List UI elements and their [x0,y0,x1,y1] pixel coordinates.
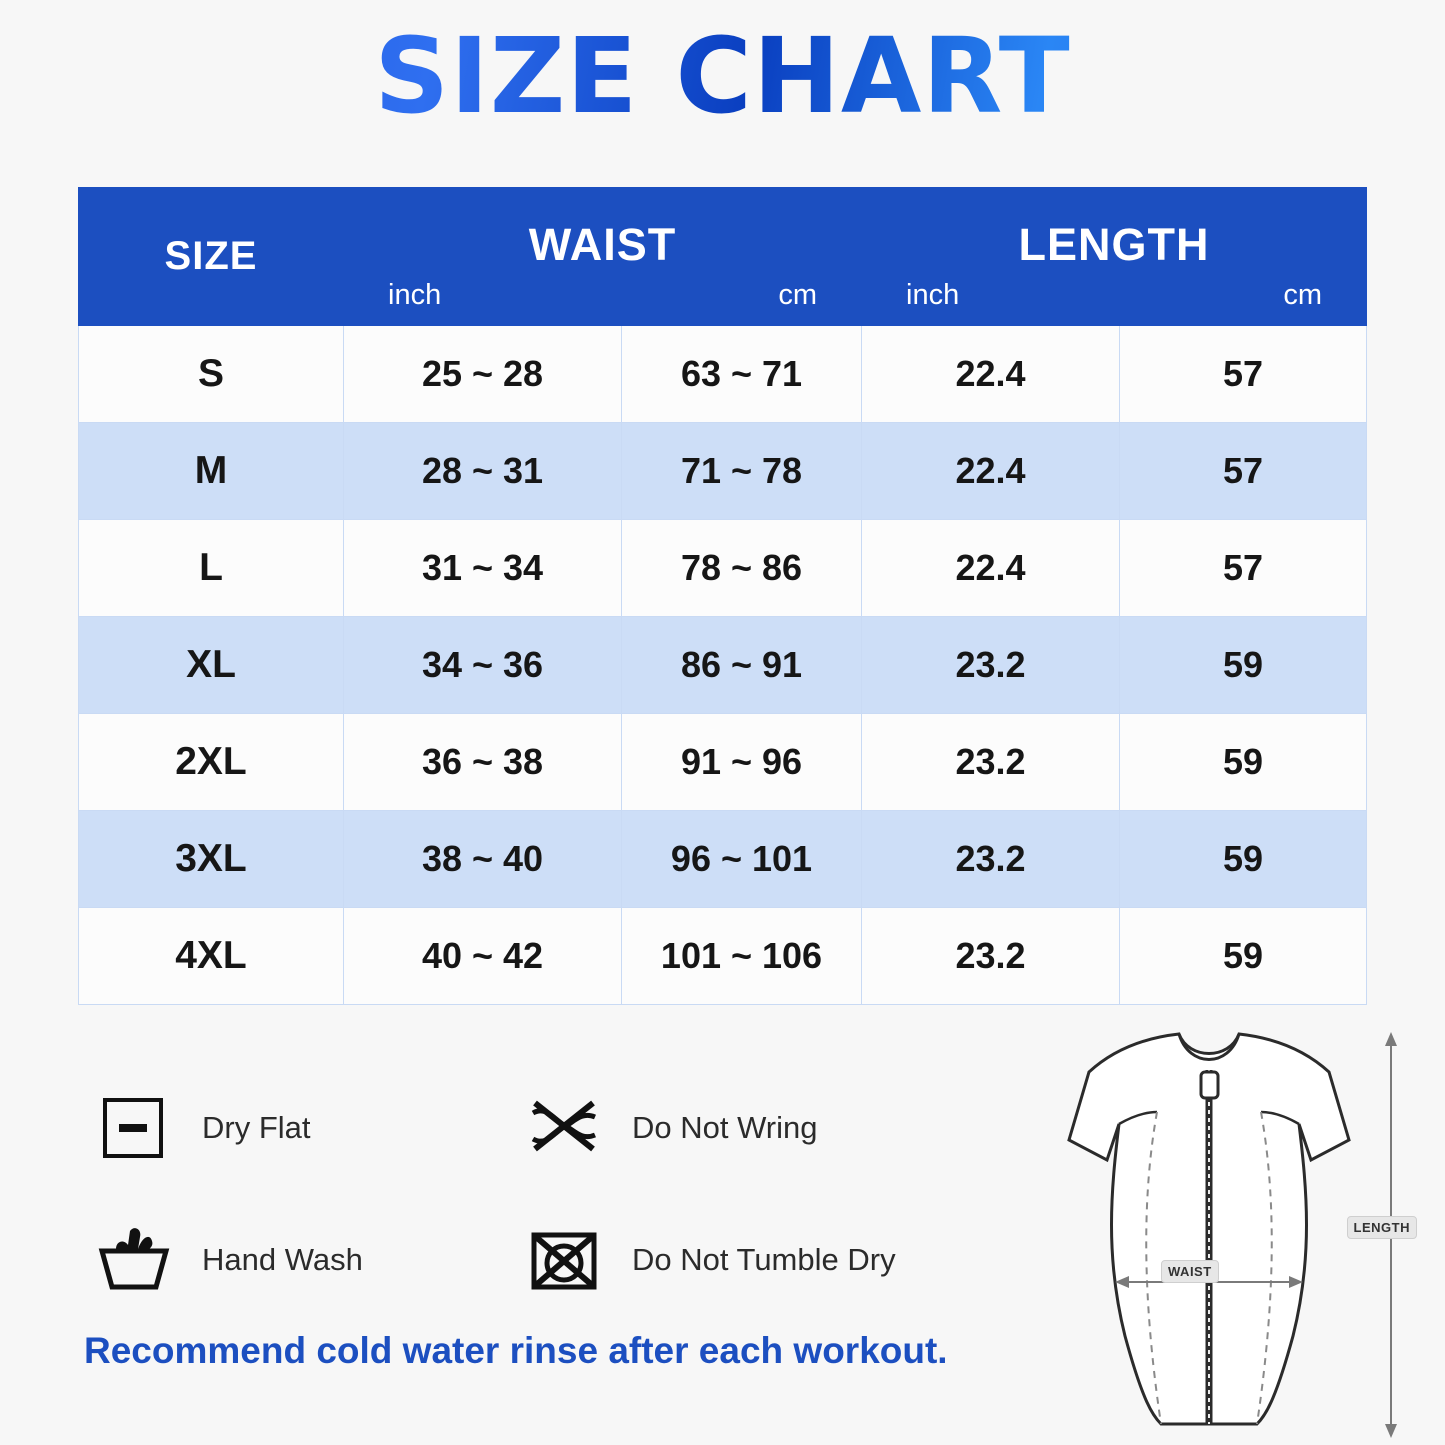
cell-size: L [79,520,344,617]
table-row [79,617,1367,714]
cell-waist-cm: 91 ~ 96 [622,714,862,811]
cell-length-cm: 57 [1120,326,1367,423]
care-label: Do Not Wring [632,1110,818,1145]
dry-flat-icon [88,1082,180,1174]
table-row [79,326,1367,423]
cell-waist-cm: 96 ~ 101 [622,811,862,908]
header-length-cm: cm [1283,279,1322,311]
header-waist-units [344,271,861,312]
do-not-wring-icon [518,1082,610,1174]
cell-size: XL [79,617,344,714]
cell-size: 4XL [79,908,344,1005]
care-item-do-not-tumble-dry [518,1214,948,1306]
care-label: Dry Flat [202,1110,311,1145]
cell-waist-inch: 36 ~ 38 [344,714,622,811]
cell-waist-inch: 38 ~ 40 [344,811,622,908]
hand-wash-icon [88,1214,180,1306]
cell-length-cm: 57 [1120,520,1367,617]
header-length-label: LENGTH [1018,219,1210,270]
cell-length-inch: 23.2 [862,908,1120,1005]
cell-length-inch: 22.4 [862,326,1120,423]
table-head [79,188,1367,326]
cell-length-inch: 22.4 [862,520,1120,617]
size-table [78,187,1367,1005]
cell-size: 2XL [79,714,344,811]
do-not-tumble-dry-icon [518,1214,610,1306]
cell-length-inch: 23.2 [862,617,1120,714]
cell-waist-inch: 34 ~ 36 [344,617,622,714]
cell-length-inch: 23.2 [862,811,1120,908]
waist-badge: WAIST [1161,1260,1219,1283]
header-size: SIZE [79,188,344,326]
cell-waist-inch: 40 ~ 42 [344,908,622,1005]
care-row-2 [88,1194,948,1326]
care-instructions [88,1062,948,1326]
care-row-1 [88,1062,948,1194]
care-item-hand-wash [88,1214,518,1306]
table-row [79,908,1367,1005]
care-label: Hand Wash [202,1242,363,1277]
care-item-dry-flat [88,1082,518,1174]
cell-waist-cm: 86 ~ 91 [622,617,862,714]
cell-size: S [79,326,344,423]
cell-waist-inch: 25 ~ 28 [344,326,622,423]
cell-size: M [79,423,344,520]
cell-waist-inch: 28 ~ 31 [344,423,622,520]
cell-waist-cm: 63 ~ 71 [622,326,862,423]
cell-waist-cm: 78 ~ 86 [622,520,862,617]
header-length-inch: inch [906,279,960,311]
header-length-units [862,271,1366,312]
length-badge: LENGTH [1347,1216,1417,1239]
cell-waist-cm: 71 ~ 78 [622,423,862,520]
header-waist-label: WAIST [528,219,677,270]
cell-waist-cm: 101 ~ 106 [622,908,862,1005]
table-row [79,811,1367,908]
care-item-do-not-wring [518,1082,948,1174]
page-title: SIZE CHART [0,0,1445,131]
cell-length-cm: 59 [1120,714,1367,811]
table-body [79,326,1367,1005]
header-waist-group [344,188,862,326]
cell-length-inch: 23.2 [862,714,1120,811]
care-label: Do Not Tumble Dry [632,1242,896,1277]
cell-length-cm: 59 [1120,908,1367,1005]
cell-size: 3XL [79,811,344,908]
table-row [79,520,1367,617]
table-row [79,423,1367,520]
cell-length-cm: 59 [1120,811,1367,908]
cell-waist-inch: 31 ~ 34 [344,520,622,617]
table-row [79,714,1367,811]
cell-length-cm: 57 [1120,423,1367,520]
header-waist-cm: cm [778,279,817,311]
size-table-container [78,187,1366,1005]
header-length-group [862,188,1367,326]
header-waist-inch: inch [388,279,442,311]
garment-diagram [993,1020,1423,1440]
cell-length-cm: 59 [1120,617,1367,714]
cell-length-inch: 22.4 [862,423,1120,520]
care-note: Recommend cold water rinse after each workout. [84,1330,948,1371]
